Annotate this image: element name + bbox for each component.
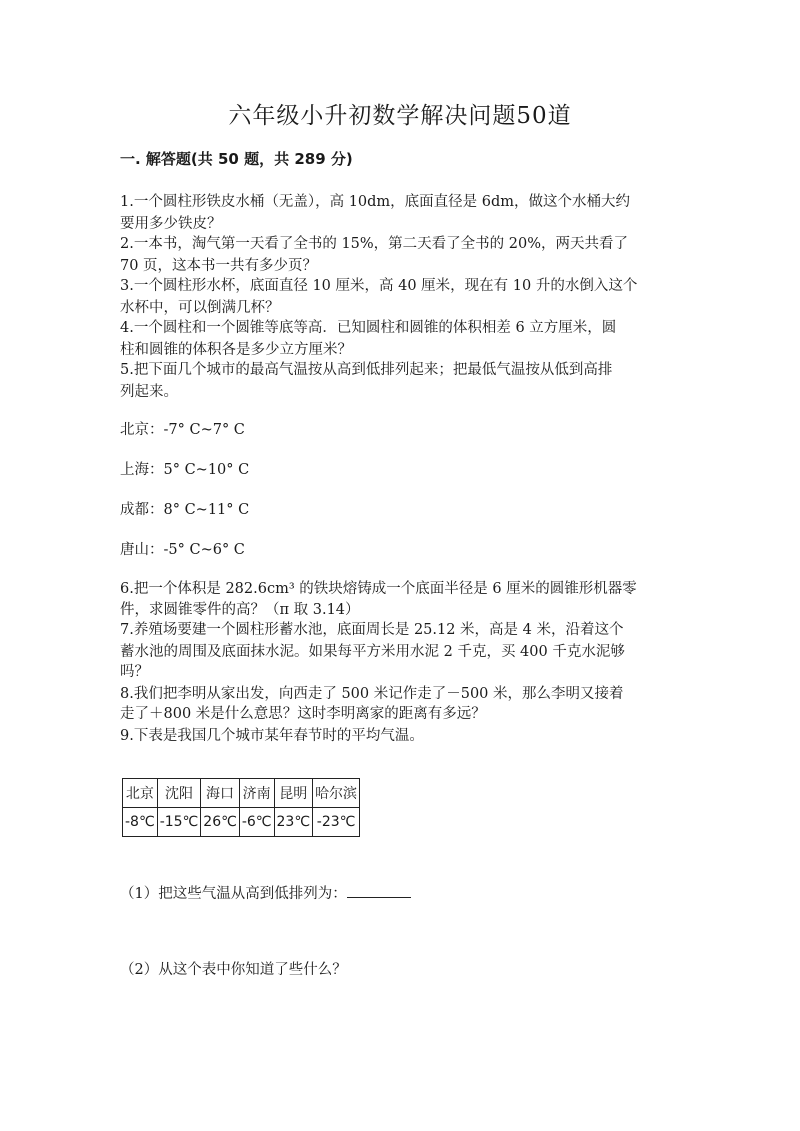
question-line: 列起来。: [120, 384, 178, 400]
question-line: 水杯中，可以倒满几杯？: [120, 300, 280, 316]
table-cell: 海口: [201, 779, 240, 808]
city-temp-line: 成都：8° C~11° C: [120, 502, 250, 518]
city-temp-line: 上海：5° C~10° C: [120, 462, 250, 478]
section-heading: 一. 解答题(共 50 题，共 289 分): [120, 150, 353, 168]
sub-question-1-text: （1）把这些气温从高到低排列为：: [120, 886, 347, 902]
table-cell: -15℃: [157, 808, 201, 837]
question-line: 9.下表是我国几个城市某年春节时的平均气温。: [120, 728, 424, 744]
table-cell: 23℃: [274, 808, 313, 837]
page-title: 六年级小升初数学解决问题50道: [228, 103, 572, 129]
question-line: 要用多少铁皮？: [120, 216, 222, 232]
question-line: 件，求圆锥零件的高？（π 取 3.14）: [120, 602, 360, 618]
table-cell: 沈阳: [157, 779, 201, 808]
question-line: 2.一本书，淘气第一天看了全书的 15%，第二天看了全书的 20%，两天共看了: [120, 236, 629, 252]
question-line: 蓄水池的周围及底面抹水泥。如果每平方米用水泥 2 千克，买 400 千克水泥够: [120, 644, 625, 660]
table-cell: 哈尔滨: [313, 779, 360, 808]
table-cell: 济南: [239, 779, 274, 808]
table-cell: -23℃: [313, 808, 360, 837]
question-line: 走了＋800 米是什么意思？这时李明离家的距离有多远？: [120, 706, 486, 722]
temperature-table: [122, 778, 360, 837]
question-line: 70 页，这本书一共有多少页？: [120, 258, 318, 274]
question-line: 3.一个圆柱形水杯，底面直径 10 厘米，高 40 厘米，现在有 10 升的水倒入这个: [120, 278, 638, 294]
table-cell: 昆明: [274, 779, 313, 808]
question-line: 5.把下面几个城市的最高气温按从高到低排列起来；把最低气温按从低到高排: [120, 362, 613, 378]
question-line: 吗？: [120, 664, 149, 680]
table-row-temps: [123, 808, 360, 837]
question-line: 7.养殖场要建一个圆柱形蓄水池，底面周长是 25.12 米，高是 4 米，沿着这个: [120, 622, 624, 638]
sub-question-1: [120, 882, 411, 903]
question-line: 1.一个圆柱形铁皮水桶（无盖），高 10dm，底面直径是 6dm，做这个水桶大约: [120, 194, 631, 210]
sub-question-2: （2）从这个表中你知道了些什么？: [120, 962, 347, 978]
question-line: 8.我们把李明从家出发，向西走了 500 米记作走了－500 米，那么李明又接着: [120, 686, 624, 702]
table-cell: -6℃: [239, 808, 274, 837]
city-temp-line: 唐山：-5° C~6° C: [120, 542, 245, 558]
table-cell: 26℃: [201, 808, 240, 837]
table-row-cities: [123, 779, 360, 808]
question-line: 6.把一个体积是 282.6cm³ 的铁块熔铸成一个底面半径是 6 厘米的圆锥形机器零: [120, 581, 637, 597]
question-line: 柱和圆锥的体积各是多少立方厘米？: [120, 342, 352, 358]
question-line: 4.一个圆柱和一个圆锥等底等高．已知圆柱和圆锥的体积相差 6 立方厘米，圆: [120, 320, 617, 336]
city-temp-line: 北京：-7° C~7° C: [120, 422, 245, 438]
table-cell: -8℃: [123, 808, 158, 837]
answer-blank[interactable]: [347, 885, 411, 898]
table-cell: 北京: [123, 779, 158, 808]
